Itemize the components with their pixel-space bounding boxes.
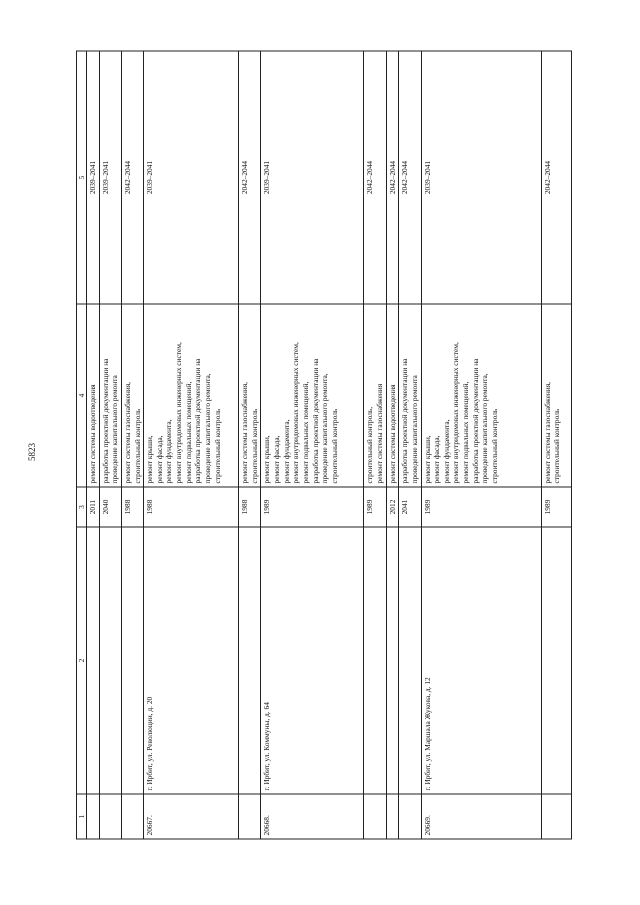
row-number-cell [87,794,100,839]
works-cell: строительный контроль, ремонт системы газоснабжения [364,304,386,487]
table-row [87,51,100,839]
table-row [239,51,261,839]
row-number-cell: 20669. [421,794,541,839]
works-cell: ремонт системы газоснабжения, строительный контроль [541,304,571,487]
row-number-cell [364,794,386,839]
address-cell [99,527,121,794]
row-number-cell: 20667. [144,794,239,839]
address-cell [239,527,261,794]
page-number: 5823 [27,443,37,461]
works-cell: ремонт крыши, ремонт фасада, ремонт фундамента, ремонт внутридомовых инженерных систем, ремонт подвальных помещений, разработка проектной документации на проведение капитального ремонта, строительный контроль [261,304,364,487]
address-cell [399,527,421,794]
year-cell: 1989 [261,487,364,527]
period-cell: 2039–2041 [261,51,364,304]
table-row [261,51,364,839]
year-cell: 1988 [239,487,261,527]
row-number-cell [541,794,571,839]
table-row [121,51,143,839]
header-col-3: 3 [77,487,87,527]
period-cell: 2042–2044 [239,51,261,304]
period-cell: 2042–2044 [399,51,421,304]
row-number-cell: 20668. [261,794,364,839]
address-cell: г. Ирбит, ул. Коммуны, д. 64 [261,527,364,794]
year-cell: 2041 [399,487,421,527]
works-cell: разработка проектной документации на проведение капитального ремонта [399,304,421,487]
table-row [386,51,399,839]
address-cell [87,527,100,794]
works-cell: ремонт системы водоотведения [87,304,100,487]
address-cell: г. Ирбит, ул. Революции, д. 20 [144,527,239,794]
period-cell: 2039–2041 [144,51,239,304]
row-number-cell [239,794,261,839]
row-number-cell [99,794,121,839]
address-cell [386,527,399,794]
header-col-5: 5 [77,51,87,304]
table-header-row [77,51,87,839]
period-cell: 2039–2041 [99,51,121,304]
address-cell: г. Ирбит, ул. Маршала Жукова, д. 12 [421,527,541,794]
works-cell: ремонт системы водоотведения [386,304,399,487]
table-row [144,51,239,839]
row-number-cell [399,794,421,839]
table-body [87,51,572,839]
works-cell: разработка проектной документации на проведение капитального ремонта [99,304,121,487]
year-cell: 2040 [99,487,121,527]
header-col-1: 1 [77,794,87,839]
year-cell: 1988 [121,487,143,527]
table-row [421,51,541,839]
address-cell [121,527,143,794]
year-cell: 1988 [144,487,239,527]
year-cell: 1989 [364,487,386,527]
year-cell: 2011 [87,487,100,527]
table-row [364,51,386,839]
year-cell: 1989 [421,487,541,527]
year-cell: 2012 [386,487,399,527]
header-col-4: 4 [77,304,87,487]
row-number-cell [386,794,399,839]
works-cell: ремонт системы газоснабжения, строительный контроль [239,304,261,487]
works-cell: ремонт крыши, ремонт фасада, ремонт фундамента, ремонт внутридомовых инженерных систем, ремонт подвальных помещений, разработка проектной документации на проведение капитального ремонта, строительный контроль [421,304,541,487]
period-cell: 2039–2041 [421,51,541,304]
table-row [99,51,121,839]
works-cell: ремонт крыши, ремонт фасада, ремонт фундамента, ремонт внутридомовых инженерных систем, ремонт подвальных помещений, разработка проектной документации на проведение капитального ремонта, строительный контроль [144,304,239,487]
period-cell: 2042–2044 [364,51,386,304]
table-row [399,51,421,839]
period-cell: 2042–2044 [541,51,571,304]
works-cell: ремонт системы газоснабжения, строительный контроль [121,304,143,487]
capital-repair-table [76,51,572,840]
period-cell: 2039–2041 [87,51,100,304]
header-col-2: 2 [77,527,87,794]
address-cell [541,527,571,794]
table-row [541,51,571,839]
document-table-sheet [76,75,564,840]
year-cell: 1989 [541,487,571,527]
address-cell [364,527,386,794]
period-cell: 2042–2044 [386,51,399,304]
row-number-cell [121,794,143,839]
period-cell: 2042–2044 [121,51,143,304]
